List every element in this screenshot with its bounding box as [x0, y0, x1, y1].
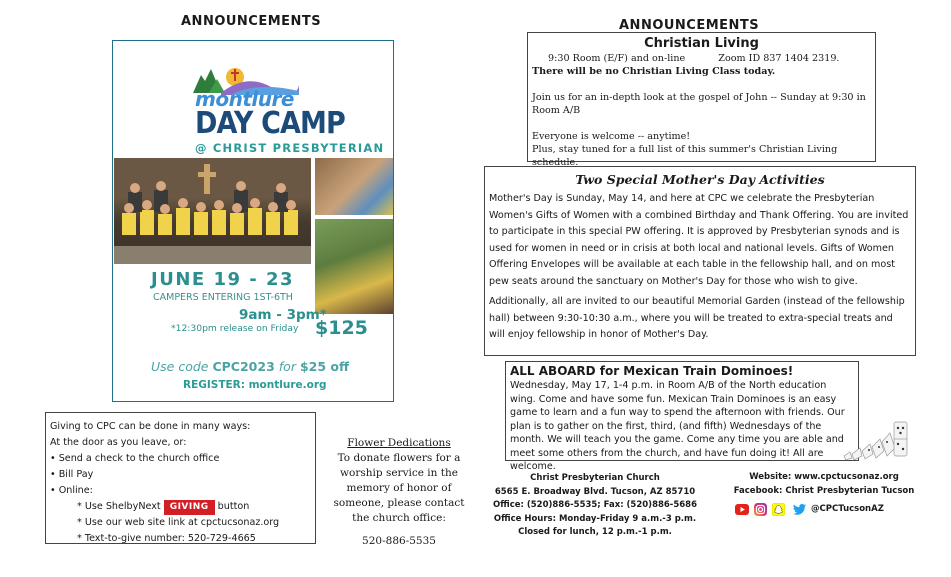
camp-price: $125 [315, 317, 368, 339]
montlure-brand: montlure [195, 87, 294, 111]
giving-box [45, 412, 316, 544]
christian-living-stay-tuned: Plus, stay tuned for a full list of this summer's Christian Living schedule. [532, 144, 838, 168]
code-mid: for [278, 359, 296, 374]
giving-website: * Use our web site link at cpctucsonaz.org [77, 517, 280, 528]
web-info [714, 470, 934, 498]
register-link[interactable]: REGISTER: montlure.org [183, 379, 327, 391]
youtube-icon[interactable] [735, 504, 749, 515]
day-camp-flyer [112, 40, 394, 402]
twitter-icon[interactable] [793, 504, 806, 515]
mothers-day-para2: Additionally, all are invited to our beautiful Memorial Garden (instead of the fellowship hall) between 9:30-10:30 a.m., where you will be treated to extra-special treats and will enjoy fellowship in honor of Mother's Day. [489, 296, 905, 340]
flower-phone: 520-886-5535 [362, 535, 436, 547]
christian-living-schedule-line [532, 52, 871, 65]
christian-living-box [527, 32, 876, 168]
christian-living-para1: Join us for an in-depth look at the gospel of John -- Sunday at 9:30 in Room A/B [532, 92, 866, 116]
release-note: *12:30pm release on Friday [171, 323, 299, 334]
giving-online: • Online: [50, 485, 93, 496]
mothers-day-title: Two Special Mother's Day Activities [575, 172, 825, 187]
website-link[interactable]: Website: www.cpctucsonaz.org [749, 472, 899, 482]
flower-dedications [326, 436, 472, 549]
giving-billpay: • Bill Pay [50, 469, 94, 480]
campers-eligibility: CAMPERS ENTERING 1ST-6TH [153, 292, 293, 303]
church-contact-info [490, 472, 700, 540]
giving-intro: Giving to CPC can be done in many ways: [50, 421, 251, 432]
campers-group-photo [114, 158, 311, 264]
lunch-closure: Closed for lunch, 12 p.m.-1 p.m. [518, 527, 672, 537]
flower-title: Flower Dedications [347, 437, 451, 449]
discount-code-line [151, 359, 349, 374]
shelbynext-suffix: button [217, 501, 250, 512]
christian-living-schedule: 9:30 Room (E/F) and on-line [548, 53, 686, 64]
right-announcements-heading: ANNOUNCEMENTS [619, 18, 760, 33]
giving-door: At the door as you leave, or: [50, 437, 187, 448]
church-address: 6565 E. Broadway Blvd. Tucson, AZ 85710 [494, 486, 696, 497]
social-handle[interactable]: @CPCTucsonAZ [811, 504, 884, 514]
giving-button[interactable]: GIVING [164, 500, 215, 515]
facebook-link[interactable]: Facebook: Christ Presbyterian Tucson [733, 486, 915, 496]
mothers-day-box [484, 166, 916, 356]
camp-location: @ CHRIST PRESBYTERIAN [195, 141, 385, 155]
instagram-icon[interactable] [754, 503, 767, 516]
office-hours: Office Hours: Monday-Friday 9 a.m.-3 p.m. [493, 513, 697, 524]
dominoes-body: Wednesday, May 17, 1-4 p.m. in Room A/B of the North education wing. Come and have some fun. Mexican Train Dominoes is an easy game to learn and a fun way to spend the afternoon with friends. Our plan is to gather on the first, third, (and fifth) Wednesdays of the month. We will teach you the game. Come any time you are able and meet some others from the church, and have fun doing it! All are welcome. [510, 380, 845, 472]
left-announcements-heading: ANNOUNCEMENTS [181, 14, 322, 29]
discount-code: CPC2023 [212, 359, 275, 374]
christian-living-title: Christian Living [644, 36, 759, 51]
christian-living-notice: There will be no Christian Living Class today. [532, 66, 776, 77]
christian-living-welcome: Everyone is welcome -- anytime! [532, 131, 691, 142]
camp-hours: 9am - 3pm* [239, 307, 327, 323]
dominoes-title: ALL ABOARD for Mexican Train Dominoes! [510, 364, 794, 378]
mothers-day-para1: Mother's Day is Sunday, May 14, and here at CPC we celebrate the Presbyterian Women's Gifts of Women with a combined Birthday and Thank Offering. You are invited to participate in this special PW offering. It is approved by Presbyterian synods and is used for women in need or in crisis at both local and national levels. Gifts of Women Offering Envelopes will be available at each table in the fellowship hall, and on most pew seats around the sanctuary on Mother's Day for those who wish to give. [489, 193, 909, 287]
giving-shelbynext [50, 499, 311, 515]
code-prefix: Use code [151, 359, 209, 374]
giving-text: * Text-to-give number: 520-729-4665 [77, 533, 256, 544]
camp-dates: JUNE 19 - 23 [151, 269, 295, 290]
discount-amount: $25 off [299, 359, 350, 374]
child-with-parachute-photo [315, 158, 394, 215]
social-icons-row [735, 502, 884, 516]
church-name: Christ Presbyterian Church [530, 473, 660, 483]
snapchat-icon[interactable] [772, 503, 785, 516]
child-in-yellow-shirt-photo [315, 219, 394, 314]
christian-living-zoom: Zoom ID 837 1404 2319. [718, 53, 840, 64]
day-camp-title: DAY CAMP [195, 106, 345, 141]
dominoes-box [505, 361, 859, 472]
shelbynext-prefix: * Use ShelbyNext [77, 501, 161, 512]
giving-check: • Send a check to the church office [50, 453, 220, 464]
church-phones: Office: (520)886-5535; Fax: (520)886-5686 [493, 500, 697, 510]
flower-body: To donate flowers for a worship service in the memory of honor of someone, please contact the church office: [333, 452, 465, 524]
dominoes-icon [840, 418, 912, 460]
